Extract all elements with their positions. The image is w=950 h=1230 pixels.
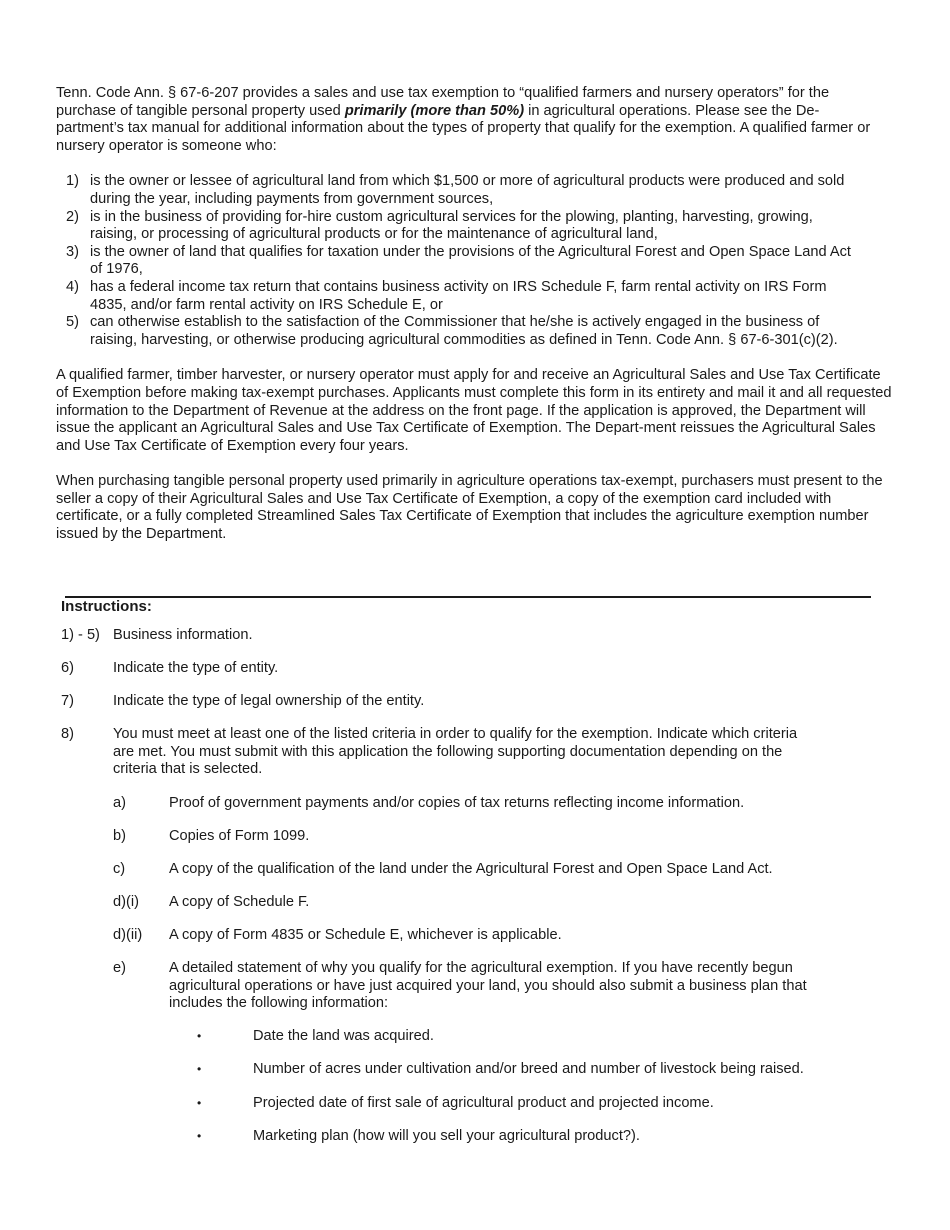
purchasing-paragraph: When purchasing tangible personal property used primarily in agriculture operations tax-exempt, purchasers must present to the seller a copy of their Agricultural Sales and Use Tax Certificate of Exemption, a copy of the exemption card included with certificate, or a fully completed Streamlined Sales Tax Certificate of Exemption that includes the agriculture exemption number issued by the Department. <box>56 473 883 543</box>
instruction-subitem: a) Proof of government payments and/or copies of tax returns reflecting income information. <box>113 794 745 811</box>
instructions-list <box>61 627 891 1161</box>
bullet-icon: • <box>197 1029 202 1044</box>
business-plan-bullet: • Projected date of first sale of agricultural product and projected income. <box>197 1094 714 1111</box>
instructions-title: Instructions: <box>61 598 152 615</box>
instruction-item: 8) You must meet at least one of the listed criteria in order to qualify for the exemption. Indicate which criteria are met. You must submit with this application the following supporting documentation depending on the criteria that is selected. <box>61 726 798 778</box>
list-item: 3) is the owner of land that qualifies for taxation under the provisions of the Agricultural Forest and Open Space Land Act of 1976, <box>66 243 851 278</box>
intro-emphasis: primarily (more than 50%) <box>344 102 525 119</box>
list-item: 1) is the owner or lessee of agricultural land from which $1,500 or more of agricultural products were produced and sold during the year, including payments from government sources, <box>66 173 845 207</box>
intro-paragraph <box>56 85 881 155</box>
page-body <box>56 85 896 544</box>
certificate-paragraph: A qualified farmer, timber harvester, or nursery operator must apply for and receive an Agricultural Sales and Use Tax Certificate of Exemption before making tax-exempt purchases. Applicants must complete this form in its entirety and mail it and all requested information to the Department of Revenue at the address on the front page. If the application is approved, the Department will issue the applicant an Agricultural Sales and Use Tax Certificate of Exemption. The Depart-ment reissues the Agricultural Sales and Use Tax Certificate of Exemption every four years. <box>56 367 892 454</box>
list-item: 4) has a federal income tax return that contains business activity on IRS Schedule F, farm rental activity on IRS Form 4835, and/or farm rental activity on IRS Schedule E, or <box>66 278 827 313</box>
instruction-subitem: b) Copies of Form 1099. <box>113 827 310 844</box>
intro-text-1: Tenn. Code Ann. § 67-6-207 provides a sales and use tax exemption to “qualified farmers and nursery operators” for the purchase of tangible personal property used <box>56 85 830 119</box>
business-plan-bullet: • Number of acres under cultivation and/or breed and number of livestock being raised. <box>197 1061 804 1078</box>
list-item: 2) is in the business of providing for-hire custom agricultural services for the plowing, planting, harvesting, growing, raising, or processing of agricultural products or for the maintenance of agricultural land, <box>66 208 813 243</box>
instruction-item: 6) Indicate the type of entity. <box>61 660 279 677</box>
instruction-item: 1) - 5) Business information. <box>61 627 253 643</box>
business-plan-bullet: • Marketing plan (how will you sell your agricultural product?). <box>197 1127 640 1144</box>
qualification-criteria-list <box>66 173 856 349</box>
list-item: 5) can otherwise establish to the satisfaction of the Commissioner that he/she is actively engaged in the business of raising, harvesting, or otherwise producing agricultural commodities as defined in Tenn. Code Ann. § 67-6-301(c)(2). <box>66 314 838 348</box>
intro-text-2: in agricultural operations. Please see the De-partment’s tax manual for additional information about the types of property that qualify for the exemption. A qualified farmer or nursery operator is someone who: <box>56 102 871 154</box>
instruction-subitem: d)(i) A copy of Schedule F. <box>113 893 310 910</box>
instruction-subitem: d)(ii) A copy of Form 4835 or Schedule E, whichever is applicable. <box>113 926 562 943</box>
bullet-icon: • <box>197 1128 202 1143</box>
instruction-subitem: e) A detailed statement of why you qualify for the agricultural exemption. If you have recently begun agricultural operations or have just acquired your land, you should also submit a business plan that includes the following information: <box>113 960 807 1012</box>
section-divider <box>65 596 871 598</box>
business-plan-bullet: • Date the land was acquired. <box>197 1028 434 1045</box>
bullet-icon: • <box>197 1062 202 1077</box>
instruction-subitem: c) A copy of the qualification of the land under the Agricultural Forest and Open Space Land Act. <box>113 860 773 877</box>
bullet-icon: • <box>197 1095 202 1110</box>
instruction-item: 7) Indicate the type of legal ownership of the entity. <box>61 693 425 710</box>
